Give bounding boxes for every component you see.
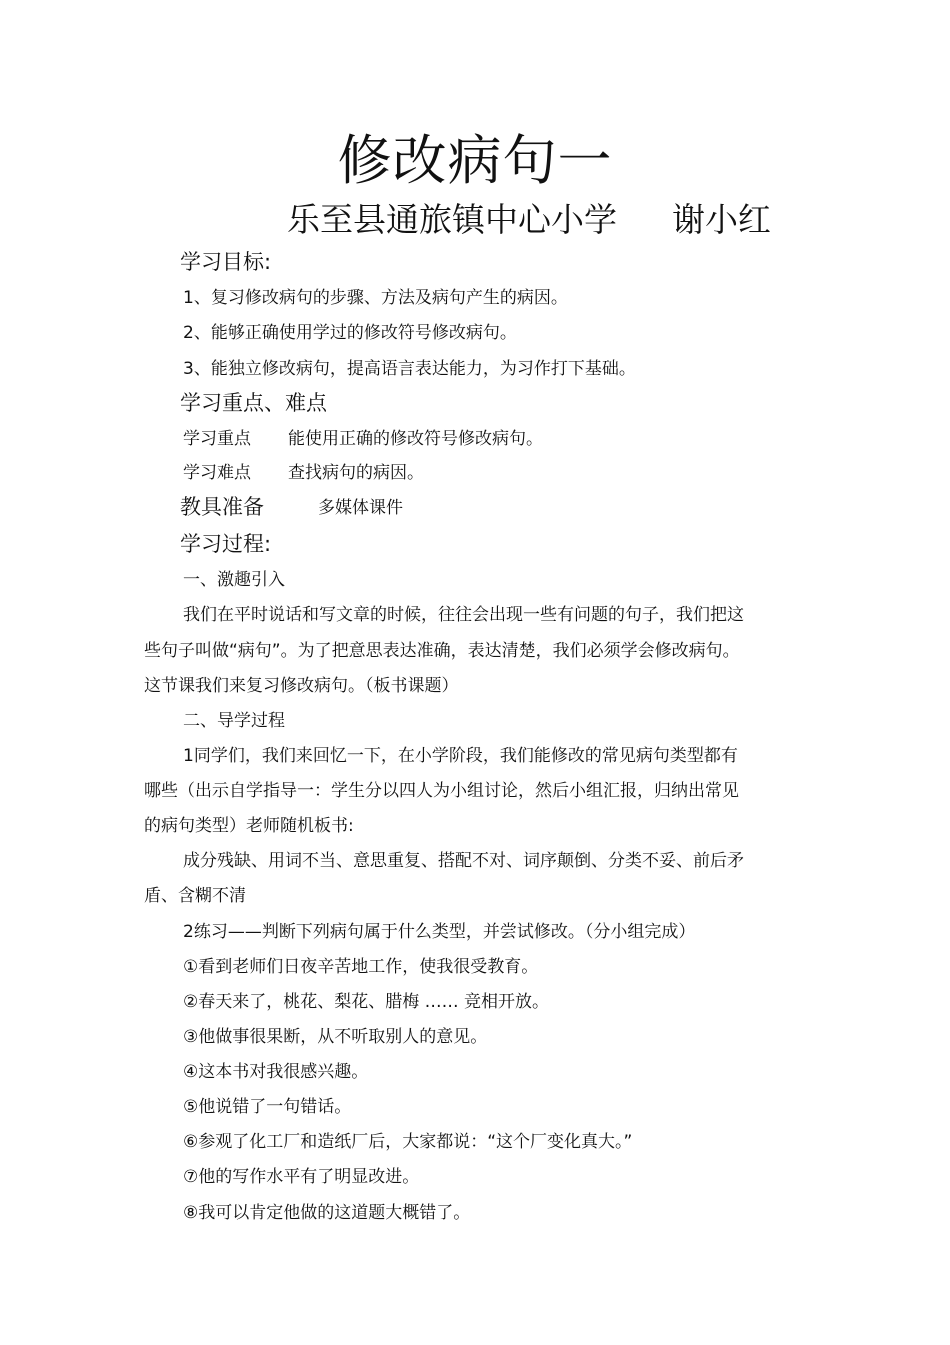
- exercise-item: ③他做事很果断，从不听取别人的意见。: [183, 1027, 488, 1047]
- exercise-item: ①看到老师们日夜辛苦地工作，使我很受教育。: [183, 957, 539, 977]
- exercise-item: ⑧我可以肯定他做的这道题大概错了。: [183, 1203, 471, 1223]
- exercise-instruction: 2练习——判断下列病句属于什么类型，并尝试修改。（分小组完成）: [183, 922, 696, 942]
- exercise-item: ④这本书对我很感兴趣。: [183, 1062, 369, 1082]
- exercise-item: ⑤他说错了一句错话。: [183, 1097, 352, 1117]
- objective-item: 1、复习修改病句的步骤、方法及病句产生的病因。: [183, 288, 568, 308]
- objectives-heading: 学习目标:: [180, 250, 272, 274]
- author-name: 谢小红: [672, 200, 771, 239]
- paragraph-line: 些句子叫做“病句”。为了把意思表达准确，表达清楚，我们必须学会修改病句。: [144, 641, 740, 661]
- objective-item: 3、能独立修改病句，提高语言表达能力，为习作打下基础。: [183, 359, 636, 379]
- document-title: 修改病句一: [337, 129, 613, 192]
- difficulty-text: 查找病句的病因。: [288, 463, 424, 483]
- difficulty-label: 学习难点: [183, 463, 251, 483]
- paragraph-line: 盾、含糊不清: [144, 886, 246, 906]
- paragraph-line: 的病句类型）老师随机板书:: [144, 816, 354, 836]
- exercise-item: ⑥参观了化工厂和造纸厂后，大家都说：“这个厂变化真大。”: [183, 1132, 633, 1152]
- key-points-heading: 学习重点、难点: [180, 391, 327, 415]
- paragraph-line: 我们在平时说话和写文章的时候，往往会出现一些有问题的句子，我们把这: [183, 605, 744, 625]
- school-name: 乐至县通旅镇中心小学: [287, 200, 617, 239]
- paragraph-line: 哪些（出示自学指导一：学生分以四人为小组讨论，然后小组汇报，归纳出常见: [144, 781, 739, 801]
- focus-label: 学习重点: [183, 429, 251, 449]
- exercise-item: ⑦他的写作水平有了明显改进。: [183, 1167, 420, 1187]
- section1-title: 一、激趣引入: [183, 570, 285, 590]
- objective-item: 2、能够正确使用学过的修改符号修改病句。: [183, 323, 517, 343]
- materials-text: 多媒体课件: [318, 498, 403, 518]
- focus-text: 能使用正确的修改符号修改病句。: [288, 429, 543, 449]
- paragraph-line: 1同学们，我们来回忆一下，在小学阶段，我们能修改的常见病句类型都有: [183, 746, 738, 766]
- materials-heading: 教具准备: [180, 495, 264, 519]
- section2-title: 二、导学过程: [183, 711, 285, 731]
- exercise-item: ②春天来了，桃花、梨花、腊梅 …… 竞相开放。: [183, 992, 550, 1012]
- process-heading: 学习过程:: [180, 532, 272, 556]
- paragraph-line: 这节课我们来复习修改病句。（板书课题）: [144, 676, 459, 696]
- paragraph-line: 成分残缺、用词不当、意思重复、搭配不对、词序颠倒、分类不妥、前后矛: [183, 851, 744, 871]
